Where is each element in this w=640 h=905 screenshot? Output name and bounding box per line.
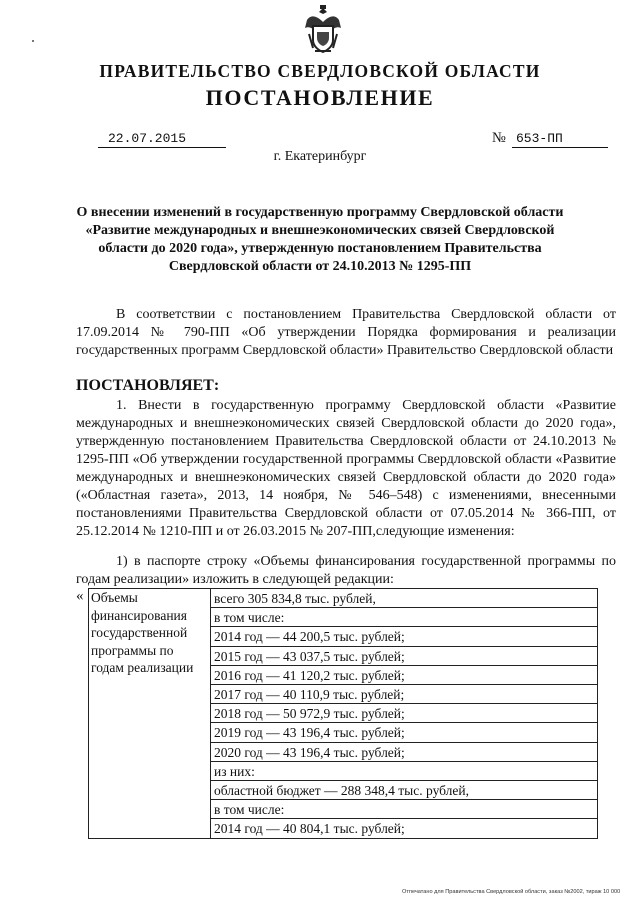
list-item: 2018 год — 50 972,9 тыс. рублей; (211, 704, 597, 723)
list-item: 2020 год — 43 196,4 тыс. рублей; (211, 743, 597, 762)
list-item: в том числе: (211, 608, 597, 627)
list-item: 2016 год — 41 120,2 тыс. рублей; (211, 666, 597, 685)
list-item: всего 305 834,8 тыс. рублей, (211, 589, 597, 608)
date-underline (98, 147, 226, 148)
list-item: областной бюджет — 288 348,4 тыс. рублей, (211, 781, 597, 800)
title-line: Свердловской области от 24.10.2013 № 1295-ПП (168, 259, 472, 274)
list-item: в том числе: (211, 800, 597, 819)
list-item: 2015 год — 43 037,5 тыс. рублей; (211, 647, 597, 666)
document-date: 22.07.2015 (108, 131, 187, 146)
document-title (50, 204, 590, 276)
item-1-1-paragraph: 1) в паспорте строку «Объемы финансирования государственной программы по годам реализации» изложить в следующей редакции: (76, 554, 616, 587)
list-item: 2014 год — 44 200,5 тыс. рублей; (211, 627, 597, 646)
scan-speck (32, 40, 34, 42)
document-city: г. Екатеринбург (273, 149, 367, 164)
title-line: области до 2020 года», утвержденную постановлением Правительства (98, 241, 542, 256)
coat-of-arms-icon (301, 4, 345, 56)
resolve-heading: ПОСТАНОВЛЯЕТ: (76, 377, 220, 394)
document-type-heading: ПОСТАНОВЛЕНИЕ (205, 85, 435, 110)
document-number: 653-ПП (516, 131, 563, 146)
preamble-paragraph: В соответствии с постановлением Правительства Свердловской области от 17.09.2014 № 790-ПП «Об утверждении Порядка формирования и реализации государственных программ Свердловской области» Правительство Свердловской области (76, 307, 616, 358)
opening-quote: « (76, 588, 84, 604)
list-item: 2017 год — 40 110,9 тыс. рублей; (211, 685, 597, 704)
table-values-cell (211, 589, 598, 839)
list-item: 2014 год — 40 804,1 тыс. рублей; (214, 821, 405, 837)
print-footer: Отпечатано для Правительства Свердловской области, заказ №2002, тираж 10 000 (402, 889, 621, 895)
table-row (89, 589, 598, 839)
number-underline (512, 147, 608, 148)
title-line: «Развитие международных и внешнеэкономических связей Свердловской (85, 223, 555, 238)
number-sign: № (492, 130, 506, 146)
list-item: 2019 год — 43 196,4 тыс. рублей; (211, 723, 597, 742)
government-heading: ПРАВИТЕЛЬСТВО СВЕРДЛОВСКОЙ ОБЛАСТИ (99, 61, 541, 81)
financing-table (88, 588, 598, 839)
table-label-cell: Объемы финансирования государственной программы по годам реализации (89, 589, 211, 839)
list-item: из них: (211, 762, 597, 781)
title-line: О внесении изменений в государственную программу Свердловской области (76, 205, 564, 220)
item-1-paragraph: 1. Внести в государственную программу Свердловской области «Развитие международных и внешнеэкономических связей Свердловской области до 2020 года», утвержденную постановлением Правительства Свердловской области от 24.10.2013 № 1295-ПП «Об утверждении государственной программы Свердловской области «Развитие международных и внешнеэкономических связей Свердловской области до 2020 года» («Областная газета», 2013, 14 ноября, № 546–548) с изменениями, внесенными постановлениями Правительства Свердловской области от 07.05.2014 № 366-ПП, от 25.12.2014 № 1210-ПП и от 26.03.2015 № 207-ПП,следующие изменения: (76, 398, 616, 539)
